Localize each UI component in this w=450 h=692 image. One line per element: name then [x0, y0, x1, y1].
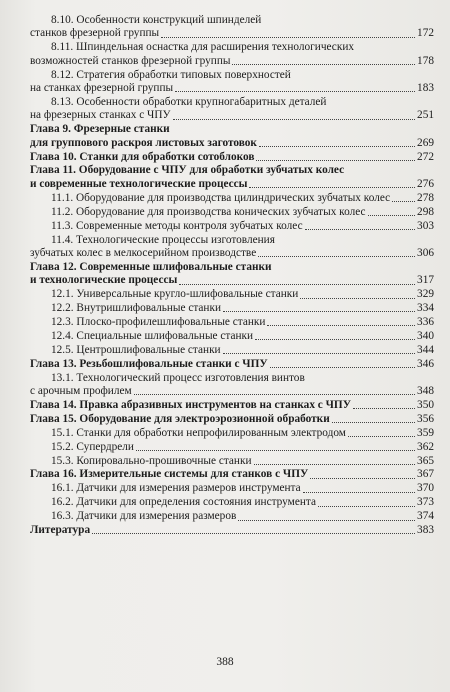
- toc-entry-title-line: 12.3. Плоско-профилешлифовальные станки: [51, 315, 266, 328]
- toc-page-number: 374: [417, 510, 434, 523]
- toc-entry-leader-row: [30, 482, 434, 495]
- toc-page-number: 373: [417, 496, 434, 509]
- toc-section-entry: [30, 344, 434, 357]
- toc-section-entry: [30, 288, 434, 301]
- toc-entry-leader-row: [30, 82, 434, 95]
- toc-page-number: 367: [417, 468, 434, 481]
- toc-entry-title-line: для группового раскроя листовых заготовок: [30, 136, 257, 149]
- dot-leader: [256, 160, 415, 161]
- toc-entry-title-line: станков фрезерной группы: [30, 27, 160, 40]
- toc-entry-title-line: 12.5. Центрошлифовальные станки: [51, 343, 221, 356]
- dot-leader: [175, 91, 415, 92]
- toc-entry-leader-row: [30, 468, 434, 481]
- dot-leader: [136, 450, 415, 451]
- toc-page-number: 348: [417, 384, 434, 397]
- toc-entry-leader-row: [30, 496, 434, 509]
- toc-entry-title-line: 11.2. Оборудование для производства конических зубчатых колес: [51, 205, 366, 218]
- toc-section-entry: [30, 96, 434, 123]
- toc-entry-title-line: 8.12. Стратегия обработки типовых поверхностей: [51, 68, 291, 81]
- dot-leader: [259, 146, 415, 147]
- toc-section-entry: [30, 69, 434, 96]
- dot-leader: [368, 215, 416, 216]
- toc-section-entry: [30, 496, 434, 509]
- toc-page-number: 269: [417, 136, 434, 149]
- toc-page-number: 340: [417, 329, 434, 342]
- toc-section-entry: [30, 455, 434, 468]
- toc-section-entry: [30, 427, 434, 440]
- toc-entry-title-line: Глава 13. Резьбошлифовальные станки с ЧПУ: [30, 357, 268, 370]
- toc-entry-title-line: Глава 16. Измерительные системы для станков с ЧПУ: [30, 468, 309, 481]
- toc-entry-title-line: 8.10. Особенности конструкций шпинделей: [51, 14, 262, 26]
- toc-page-number: 298: [417, 205, 434, 218]
- toc-section-entry: [30, 372, 434, 399]
- toc-chapter-entry: [30, 524, 434, 537]
- dot-leader: [223, 311, 415, 312]
- dot-leader: [305, 229, 415, 230]
- dot-leader: [179, 284, 415, 285]
- dot-leader: [238, 520, 415, 521]
- page-number: 388: [216, 656, 234, 668]
- toc-entry-leader-row: [30, 220, 434, 233]
- dot-leader: [300, 298, 415, 299]
- toc-page-number: 317: [417, 274, 434, 287]
- dot-leader: [232, 64, 415, 65]
- toc-entry-title-line: на станках фрезерной группы: [30, 82, 174, 95]
- toc-entry-title-line: и современные технологические процессы: [30, 177, 248, 190]
- toc-entry-title-line: 15.3. Копировально-прошивочные станки: [51, 454, 252, 467]
- toc-chapter-entry: [30, 151, 434, 164]
- toc-entry-leader-row: [30, 427, 434, 440]
- toc-page-number: 334: [417, 302, 434, 315]
- toc-section-entry: [30, 14, 434, 41]
- toc-section-entry: [30, 441, 434, 454]
- toc-entry-leader-row: [30, 137, 434, 150]
- toc-chapter-entry: [30, 358, 434, 371]
- dot-leader: [92, 533, 415, 534]
- toc-page-number: 344: [417, 343, 434, 356]
- toc-chapter-entry: [30, 123, 434, 150]
- toc-entry-title-line: 15.2. Супердрели: [51, 440, 134, 453]
- toc-page-number: 183: [417, 82, 434, 95]
- toc-entry-title-line: 11.3. Современные методы контроля зубчатых колес: [51, 219, 303, 232]
- dot-leader: [270, 367, 415, 368]
- toc-entry-title-line: Глава 12. Современные шлифовальные станки: [30, 260, 272, 273]
- toc-section-entry: [30, 482, 434, 495]
- table-of-contents: [30, 14, 434, 538]
- toc-page-number: 178: [417, 54, 434, 67]
- toc-page-number: 346: [417, 357, 434, 370]
- toc-section-entry: [30, 220, 434, 233]
- toc-entry-title-line: 15.1. Станки для обработки непрофилированным электродом: [51, 426, 346, 439]
- toc-entry-leader-row: [30, 524, 434, 537]
- toc-entry-title-line: Глава 11. Оборудование с ЧПУ для обработки зубчатых колес: [30, 164, 345, 177]
- toc-entry-leader-row: [30, 344, 434, 357]
- dot-leader: [303, 492, 415, 493]
- toc-entry-title-line: и технологические процессы: [30, 274, 178, 287]
- toc-entry-leader-row: [30, 510, 434, 523]
- toc-page-number: 336: [417, 315, 434, 328]
- dot-leader: [392, 201, 415, 202]
- toc-entry-title-line: с арочным профилем: [30, 384, 132, 397]
- dot-leader: [258, 256, 415, 257]
- dot-leader: [134, 394, 415, 395]
- toc-entry-leader-row: [30, 247, 434, 260]
- toc-chapter-entry: [30, 399, 434, 412]
- dot-leader: [161, 37, 415, 38]
- toc-entry-title-line: 11.4. Технологические процессы изготовления: [51, 233, 275, 246]
- toc-entry-title-line: 13.1. Технологический процесс изготовления винтов: [51, 371, 305, 384]
- toc-entry-title-line: 8.13. Особенности обработки крупногабаритных деталей: [51, 95, 327, 108]
- toc-section-entry: [30, 192, 434, 205]
- toc-section-entry: [30, 234, 434, 261]
- dot-leader: [267, 325, 415, 326]
- toc-entry-leader-row: [30, 151, 434, 164]
- toc-entry-leader-row: [30, 109, 434, 122]
- toc-entry-leader-row: [30, 274, 434, 287]
- toc-entry-title-line: Глава 15. Оборудование для электроэрозионной обработки: [30, 412, 330, 425]
- toc-entry-leader-row: [30, 455, 434, 468]
- toc-page-number: 251: [417, 109, 434, 122]
- toc-entry-leader-row: [30, 385, 434, 398]
- toc-entry-title-line: зубчатых колес в мелкосерийном производстве: [30, 246, 257, 259]
- toc-page-number: 365: [417, 454, 434, 467]
- toc-entry-title-line: Глава 14. Правка абразивных инструментов на станках с ЧПУ: [30, 398, 351, 411]
- toc-entry-title-line: 8.11. Шпиндельная оснастка для расширения технологических: [51, 41, 355, 54]
- toc-entry-title-line: 16.3. Датчики для измерения размеров: [51, 510, 237, 523]
- dot-leader: [310, 478, 415, 479]
- toc-entry-title-line: возможностей станков фрезерной группы: [30, 54, 231, 67]
- toc-chapter-entry: [30, 468, 434, 481]
- dot-leader: [223, 353, 415, 354]
- toc-entry-title-line: Глава 9. Фрезерные станки: [30, 123, 170, 136]
- toc-page-number: 172: [417, 27, 434, 40]
- dot-leader: [348, 436, 415, 437]
- toc-entry-leader-row: [30, 441, 434, 454]
- toc-entry-title-line: 12.2. Внутришлифовальные станки: [51, 302, 222, 315]
- toc-page-number: 383: [417, 524, 434, 537]
- toc-entry-leader-row: [30, 413, 434, 426]
- toc-page-number: 362: [417, 440, 434, 453]
- toc-section-entry: [30, 510, 434, 523]
- toc-entry-leader-row: [30, 27, 434, 40]
- dot-leader: [254, 464, 416, 465]
- toc-page-number: 350: [417, 398, 434, 411]
- toc-entry-title-line: 16.1. Датчики для измерения размеров инструмента: [51, 482, 301, 495]
- toc-entry-leader-row: [30, 192, 434, 205]
- toc-section-entry: [30, 330, 434, 343]
- toc-entry-leader-row: [30, 399, 434, 412]
- toc-entry-leader-row: [30, 302, 434, 315]
- toc-chapter-entry: [30, 164, 434, 191]
- toc-entry-title-line: Литература: [30, 524, 91, 537]
- toc-entry-leader-row: [30, 358, 434, 371]
- toc-page-number: 278: [417, 191, 434, 204]
- dot-leader: [255, 339, 415, 340]
- toc-chapter-entry: [30, 261, 434, 288]
- toc-entry-title-line: Глава 10. Станки для обработки сотоблоков: [30, 150, 255, 163]
- toc-section-entry: [30, 316, 434, 329]
- toc-entry-title-line: 11.1. Оборудование для производства цилиндрических зубчатых колес: [51, 191, 391, 204]
- dot-leader: [353, 408, 415, 409]
- toc-section-entry: [30, 41, 434, 68]
- toc-entry-title-line: на фрезерных станках с ЧПУ: [30, 109, 171, 122]
- toc-page-number: 356: [417, 412, 434, 425]
- toc-entry-title-line: 12.4. Специальные шлифовальные станки: [51, 329, 254, 342]
- dot-leader: [318, 506, 415, 507]
- toc-entry-title-line: 12.1. Универсальные кругло-шлифовальные станки: [51, 288, 299, 301]
- toc-page-number: 306: [417, 246, 434, 259]
- dot-leader: [249, 187, 415, 188]
- toc-entry-title-line: 16.2. Датчики для определения состояния инструмента: [51, 496, 316, 509]
- toc-page-number: 303: [417, 219, 434, 232]
- dot-leader: [332, 422, 415, 423]
- toc-entry-leader-row: [30, 288, 434, 301]
- toc-entry-leader-row: [30, 55, 434, 68]
- toc-entry-leader-row: [30, 330, 434, 343]
- toc-entry-leader-row: [30, 206, 434, 219]
- toc-entry-leader-row: [30, 178, 434, 191]
- toc-section-entry: [30, 206, 434, 219]
- toc-page-number: 359: [417, 426, 434, 439]
- toc-page-number: 272: [417, 150, 434, 163]
- toc-page-number: 276: [417, 177, 434, 190]
- toc-page-number: 329: [417, 288, 434, 301]
- toc-page-number: 370: [417, 482, 434, 495]
- toc-entry-leader-row: [30, 316, 434, 329]
- toc-section-entry: [30, 302, 434, 315]
- toc-chapter-entry: [30, 413, 434, 426]
- dot-leader: [173, 119, 416, 120]
